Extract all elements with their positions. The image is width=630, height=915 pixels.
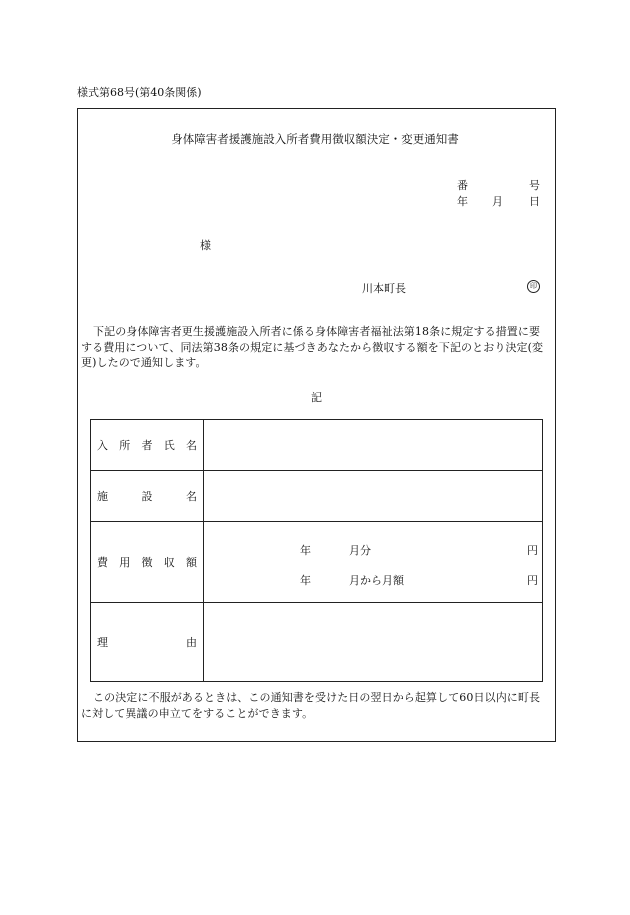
label-char: 収 xyxy=(163,556,175,569)
date-year: 年 xyxy=(457,195,468,208)
label-char: 由 xyxy=(186,636,197,649)
issuer-name: 川本町長 xyxy=(362,282,406,295)
addressee-suffix: 様 xyxy=(200,239,211,252)
facility-name-label xyxy=(91,471,204,522)
fee-line1-year: 年 xyxy=(300,544,311,557)
fee-line1-month: 月分 xyxy=(349,544,371,557)
fee-line2-month: 月から月額 xyxy=(349,574,404,587)
ki-heading: 記 xyxy=(311,391,322,404)
fee-amount-label xyxy=(91,522,204,603)
fee-line2-yen: 円 xyxy=(527,574,538,587)
facility-name-field[interactable] xyxy=(204,471,543,522)
details-table xyxy=(90,419,543,682)
date-day: 日 xyxy=(529,195,540,208)
seal-mark: 印 xyxy=(527,280,540,293)
label-char: 施 xyxy=(97,490,108,503)
label-char: 氏 xyxy=(163,439,175,452)
reason-label xyxy=(91,603,204,682)
label-char: 名 xyxy=(186,439,197,452)
label-char: 設 xyxy=(141,490,153,503)
resident-name-field[interactable] xyxy=(204,420,543,471)
fee-line2-year: 年 xyxy=(300,574,311,587)
label-char: 理 xyxy=(97,636,108,649)
label-char: 額 xyxy=(186,556,197,569)
table-row xyxy=(91,522,543,603)
table-row xyxy=(91,471,543,522)
resident-name-label xyxy=(91,420,204,471)
table-row xyxy=(91,603,543,682)
table-row xyxy=(91,420,543,471)
label-char: 費 xyxy=(97,556,108,569)
fee-line1-yen: 円 xyxy=(527,544,538,557)
label-char: 名 xyxy=(186,490,197,503)
date-month: 月 xyxy=(492,195,503,208)
number-suffix: 号 xyxy=(529,179,540,192)
label-char: 入 xyxy=(97,439,108,452)
label-char: 徴 xyxy=(141,556,153,569)
label-char: 用 xyxy=(119,556,131,569)
label-char: 所 xyxy=(119,439,131,452)
document-title: 身体障害者援護施設入所者費用徴収額決定・変更通知書 xyxy=(171,132,459,146)
reason-field[interactable] xyxy=(204,603,543,682)
label-char: 者 xyxy=(141,439,153,452)
body-paragraph: 下記の身体障害者更生援護施設入所者に係る身体障害者福祉法第18条に規定する措置に要する費用について、同法第38条の規定に基づきあなたから徴収する額を下記のとおり決定(変更)したので通知します。 xyxy=(81,325,544,369)
form-number-label: 様式第68号(第40条関係) xyxy=(77,86,202,99)
number-label: 番 xyxy=(457,179,468,192)
fee-amount-field[interactable] xyxy=(204,522,543,603)
footer-paragraph: この決定に不服があるときは、この通知書を受けた日の翌日から起算して60日以内に町長に対して異議の申立てをすることができます。 xyxy=(81,691,541,720)
